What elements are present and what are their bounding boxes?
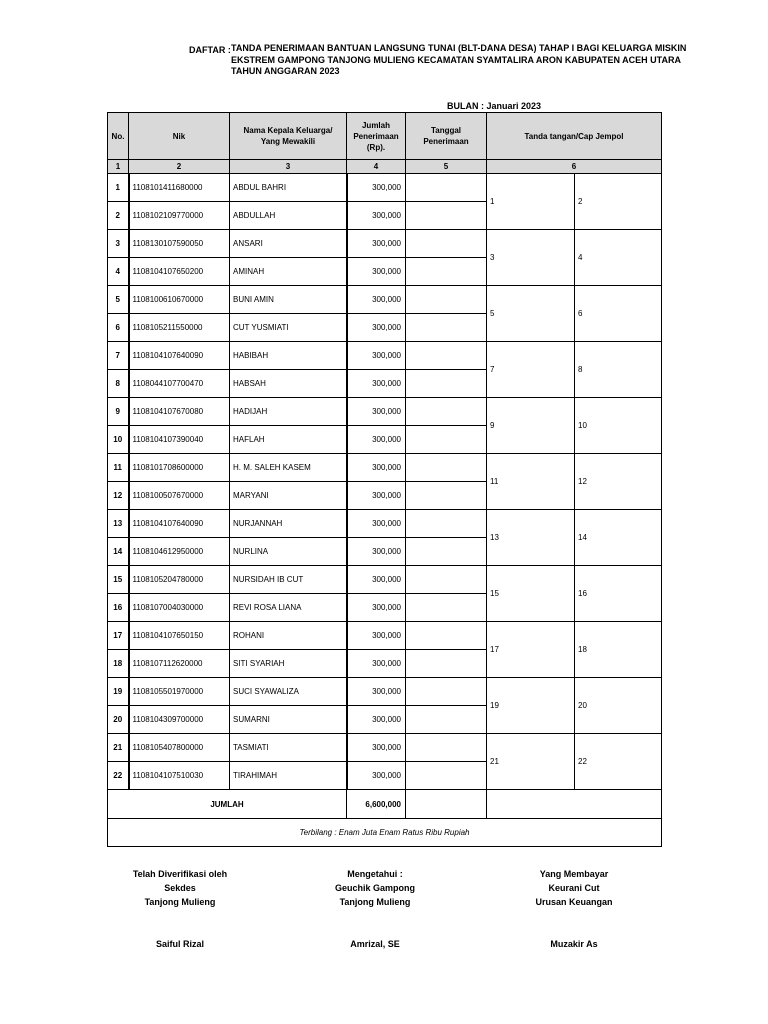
row-nik: 1108107112620000	[129, 650, 230, 678]
row-no: 21	[108, 734, 129, 762]
total-row	[108, 790, 662, 819]
row-tanggal	[406, 510, 487, 538]
row-no: 5	[108, 286, 129, 314]
signature-cell-even: 12	[575, 454, 662, 510]
col-index: 2	[129, 160, 230, 174]
row-jumlah: 300,000	[347, 482, 406, 510]
row-nama: NURSIDAH IB CUT	[230, 566, 347, 594]
row-nama: SUMARNI	[230, 706, 347, 734]
row-no: 20	[108, 706, 129, 734]
signature-total-cell	[487, 790, 662, 819]
signer-1-line-3: Tanjong Mulieng	[144, 897, 216, 907]
bulan-label: BULAN : Januari 2023	[447, 101, 542, 111]
col-header-nik: Nik	[129, 113, 230, 160]
row-no: 18	[108, 650, 129, 678]
row-no: 8	[108, 370, 129, 398]
row-no: 14	[108, 538, 129, 566]
row-jumlah: 300,000	[347, 566, 406, 594]
row-no: 12	[108, 482, 129, 510]
row-no: 22	[108, 762, 129, 790]
title-line-1: TANDA PENERIMAAN BANTUAN LANGSUNG TUNAI (BLT-DANA DESA) TAHAP I BAGI KELUARGA MISKIN	[231, 43, 687, 53]
row-jumlah: 300,000	[347, 762, 406, 790]
row-nama: REVI ROSA LIANA	[230, 594, 347, 622]
table-header-row	[108, 113, 662, 160]
terbilang-row	[108, 819, 662, 847]
row-tanggal	[406, 706, 487, 734]
terbilang-text: Terbilang : Enam Juta Enam Ratus Ribu Rupiah	[108, 819, 662, 847]
row-tanggal	[406, 650, 487, 678]
row-no: 9	[108, 398, 129, 426]
table-row	[108, 230, 662, 258]
row-jumlah: 300,000	[347, 538, 406, 566]
row-jumlah: 300,000	[347, 706, 406, 734]
row-nik: 1108104107510030	[129, 762, 230, 790]
row-nama: CUT YUSMIATI	[230, 314, 347, 342]
row-nama: AMINAH	[230, 258, 347, 286]
row-nama: HADIJAH	[230, 398, 347, 426]
row-nama: SUCI SYAWALIZA	[230, 678, 347, 706]
signature-cell-even: 16	[575, 566, 662, 622]
row-tanggal	[406, 538, 487, 566]
row-nik: 1108101411680000	[129, 174, 230, 202]
row-jumlah: 300,000	[347, 622, 406, 650]
row-tanggal	[406, 734, 487, 762]
signature-cell-odd: 13	[487, 510, 575, 566]
row-no: 7	[108, 342, 129, 370]
signature-cell-odd: 11	[487, 454, 575, 510]
row-tanggal	[406, 202, 487, 230]
table-row	[108, 398, 662, 426]
row-tanggal	[406, 594, 487, 622]
col-header-tanggal: Tanggal Penerimaan	[406, 113, 487, 160]
row-no: 4	[108, 258, 129, 286]
row-jumlah: 300,000	[347, 286, 406, 314]
row-nama: BUNI AMIN	[230, 286, 347, 314]
row-jumlah: 300,000	[347, 314, 406, 342]
title-line-2: EKSTREM GAMPONG TANJONG MULIENG KECAMATAN SYAMTALIRA ARON KABUPATEN ACEH UTARA	[231, 55, 681, 65]
col-header-tanda-tangan: Tanda tangan/Cap Jempol	[487, 113, 662, 160]
row-tanggal	[406, 398, 487, 426]
row-jumlah: 300,000	[347, 258, 406, 286]
row-nik: 1108104612950000	[129, 538, 230, 566]
row-no: 17	[108, 622, 129, 650]
jumlah-label: JUMLAH	[108, 790, 347, 819]
row-jumlah: 300,000	[347, 398, 406, 426]
signer-2-line-1: Mengetahui :	[347, 869, 403, 879]
row-nama: TIRAHIMAH	[230, 762, 347, 790]
row-nik: 1108104107650150	[129, 622, 230, 650]
table-row	[108, 734, 662, 762]
signature-cell-odd: 17	[487, 622, 575, 678]
row-tanggal	[406, 230, 487, 258]
row-nik: 1108104107650200	[129, 258, 230, 286]
row-nama: HABIBAH	[230, 342, 347, 370]
row-tanggal	[406, 454, 487, 482]
row-tanggal	[406, 174, 487, 202]
row-nik: 1108102109770000	[129, 202, 230, 230]
daftar-label: DAFTAR :	[189, 45, 231, 55]
signature-cell-even: 8	[575, 342, 662, 398]
signature-cell-odd: 7	[487, 342, 575, 398]
row-jumlah: 300,000	[347, 370, 406, 398]
row-nik: 1108044107700470	[129, 370, 230, 398]
table-row	[108, 678, 662, 706]
signer-3-line-1: Yang Membayar	[539, 869, 609, 879]
row-no: 2	[108, 202, 129, 230]
table-row	[108, 174, 662, 202]
row-nama: TASMIATI	[230, 734, 347, 762]
signature-cell-odd: 19	[487, 678, 575, 734]
signature-cell-odd: 9	[487, 398, 575, 454]
col-index: 5	[406, 160, 487, 174]
table-row	[108, 286, 662, 314]
row-nik: 1108105407800000	[129, 734, 230, 762]
row-nik: 1108104107390040	[129, 426, 230, 454]
row-jumlah: 300,000	[347, 678, 406, 706]
row-jumlah: 300,000	[347, 454, 406, 482]
signer-1-name: Saiful Rizal	[155, 939, 204, 949]
row-tanggal	[406, 286, 487, 314]
signature-cell-even: 6	[575, 286, 662, 342]
signature-cell-even: 4	[575, 230, 662, 286]
row-no: 16	[108, 594, 129, 622]
row-tanggal	[406, 314, 487, 342]
row-tanggal	[406, 566, 487, 594]
signature-cell-odd: 15	[487, 566, 575, 622]
signature-cell-odd: 21	[487, 734, 575, 790]
signature-cell-even: 18	[575, 622, 662, 678]
signer-2-name: Amrizal, SE	[350, 939, 400, 949]
row-nama: MARYANI	[230, 482, 347, 510]
col-header-jumlah: Jumlah Penerimaan (Rp).	[347, 113, 406, 160]
signature-cell-odd: 3	[487, 230, 575, 286]
table-row	[108, 342, 662, 370]
row-nama: NURJANNAH	[230, 510, 347, 538]
row-jumlah: 300,000	[347, 342, 406, 370]
signer-3-line-2: Keurani Cut	[548, 883, 600, 893]
row-nama: ABDUL BAHRI	[230, 174, 347, 202]
row-tanggal	[406, 622, 487, 650]
row-nama: HAFLAH	[230, 426, 347, 454]
row-no: 13	[108, 510, 129, 538]
row-nama: H. M. SALEH KASEM	[230, 454, 347, 482]
table-row	[108, 454, 662, 482]
col-index: 1	[108, 160, 129, 174]
row-tanggal	[406, 482, 487, 510]
row-nik: 1108105501970000	[129, 678, 230, 706]
row-jumlah: 300,000	[347, 174, 406, 202]
row-jumlah: 300,000	[347, 594, 406, 622]
signer-3-line-3: Urusan Keuangan	[535, 897, 613, 907]
row-no: 11	[108, 454, 129, 482]
table-row	[108, 510, 662, 538]
row-nik: 1108104107640090	[129, 510, 230, 538]
col-header-nama: Nama Kepala Keluarga/ Yang Mewakili	[230, 113, 347, 160]
row-no: 6	[108, 314, 129, 342]
row-nik: 1108101708600000	[129, 454, 230, 482]
signature-cell-even: 2	[575, 174, 662, 230]
col-index: 6	[487, 160, 662, 174]
row-tanggal	[406, 258, 487, 286]
row-tanggal	[406, 426, 487, 454]
row-jumlah: 300,000	[347, 230, 406, 258]
row-nama: ABDULLAH	[230, 202, 347, 230]
signer-1-line-1: Telah Diverifikasi oleh	[132, 869, 228, 879]
row-no: 19	[108, 678, 129, 706]
row-nik: 1108104107640090	[129, 342, 230, 370]
row-nama: ROHANI	[230, 622, 347, 650]
row-tanggal	[406, 370, 487, 398]
row-jumlah: 300,000	[347, 734, 406, 762]
recipient-table	[107, 112, 662, 847]
jumlah-total: 6,600,000	[347, 790, 406, 819]
row-tanggal	[406, 342, 487, 370]
signer-1-line-2: Sekdes	[164, 883, 196, 893]
col-index: 3	[230, 160, 347, 174]
row-no: 1	[108, 174, 129, 202]
col-header-no: No.	[108, 113, 129, 160]
signer-2-line-3: Tanjong Mulieng	[339, 897, 411, 907]
signature-cell-even: 10	[575, 398, 662, 454]
row-jumlah: 300,000	[347, 510, 406, 538]
signer-3-name: Muzakir As	[550, 939, 598, 949]
col-index: 4	[347, 160, 406, 174]
table-row	[108, 622, 662, 650]
signer-2-line-2: Geuchik Gampong	[334, 883, 415, 893]
signature-cell-even: 14	[575, 510, 662, 566]
row-tanggal	[406, 762, 487, 790]
signature-cell-even: 22	[575, 734, 662, 790]
row-no: 3	[108, 230, 129, 258]
row-jumlah: 300,000	[347, 202, 406, 230]
row-nama: ANSARI	[230, 230, 347, 258]
row-no: 15	[108, 566, 129, 594]
row-nama: HABSAH	[230, 370, 347, 398]
row-jumlah: 300,000	[347, 426, 406, 454]
row-nik: 1108105204780000	[129, 566, 230, 594]
signature-cell-odd: 1	[487, 174, 575, 230]
row-nama: SITI SYARIAH	[230, 650, 347, 678]
row-nik: 1108105211550000	[129, 314, 230, 342]
table-row	[108, 566, 662, 594]
signature-cell-odd: 5	[487, 286, 575, 342]
row-nik: 1108100507670000	[129, 482, 230, 510]
row-nik: 1108107004030000	[129, 594, 230, 622]
row-nik: 1108130107590050	[129, 230, 230, 258]
row-jumlah: 300,000	[347, 650, 406, 678]
tanggal-total-cell	[406, 790, 487, 819]
row-no: 10	[108, 426, 129, 454]
row-nama: NURLINA	[230, 538, 347, 566]
row-nik: 1108100610670000	[129, 286, 230, 314]
row-nik: 1108104309700000	[129, 706, 230, 734]
signature-cell-even: 20	[575, 678, 662, 734]
column-index-row	[108, 160, 662, 174]
title-line-3: TAHUN ANGGARAN 2023	[231, 66, 340, 76]
row-nik: 1108104107670080	[129, 398, 230, 426]
row-tanggal	[406, 678, 487, 706]
